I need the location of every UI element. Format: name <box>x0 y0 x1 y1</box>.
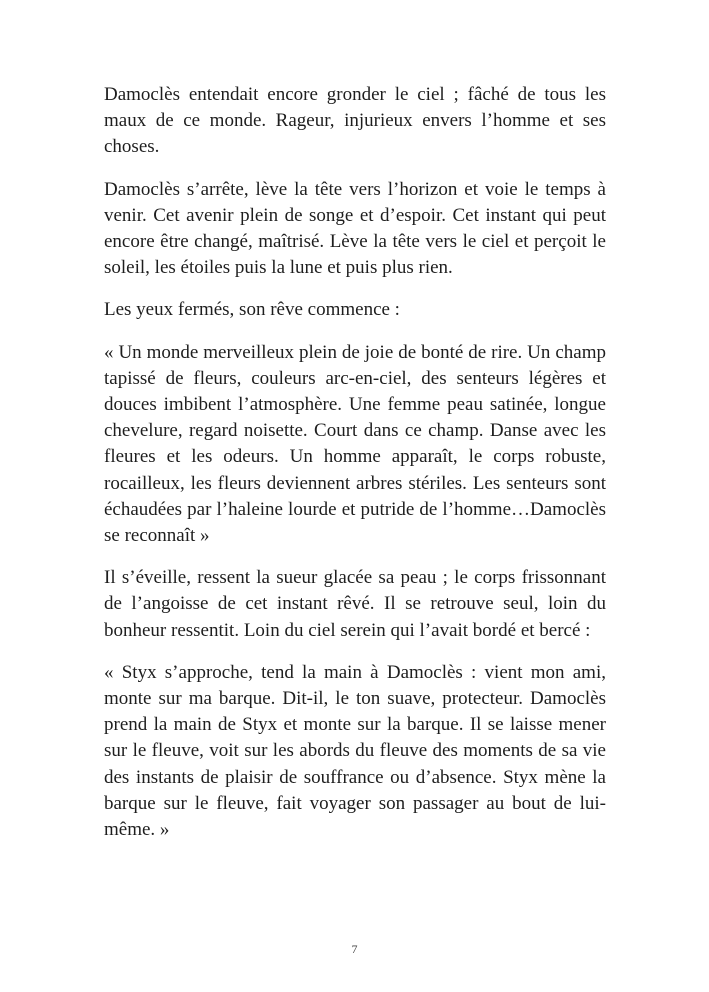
paragraph-1: Damoclès entendait encore gronder le ciel ; fâché de tous les maux de ce monde. Rageur, injurieux envers l’homme et ses choses. <box>104 84 606 158</box>
paragraph-2: Damoclès s’arrête, lève la tête vers l’horizon et voie le temps à venir. Cet avenir plein de songe et d’espoir. Cet instant qui peut encore être changé, maîtrisé. Lève la tête vers le ciel et perçoit le soleil, les étoiles puis la lune et puis plus rien. <box>104 178 606 279</box>
page-number: 7 <box>351 942 358 956</box>
paragraph-6-styx-quote: « Styx s’approche, tend la main à Damoclès : vient mon ami, monte sur ma barque. Dit-il, le ton suave, protecteur. Damoclès prend la main de Styx et monte sur la barque. Il se laisse mener sur le fleuve, voit sur les abords du fleuve des moments de sa vie des instants de plaisir de souffrance ou d’absence. Styx mène la barque sur le fleuve, fait voyager son passager au bout de lui-même. » <box>104 661 606 841</box>
paragraph-3: Les yeux fermés, son rêve commence : <box>104 299 400 321</box>
paragraph-5: Il s’éveille, ressent la sueur glacée sa peau ; le corps frissonnant de l’angoisse de cet instant rêvé. Il se retrouve seul, loin du bonheur ressentit. Loin du ciel serein qui l’avait bordé et bercé : <box>104 567 606 641</box>
page-body <box>104 82 606 859</box>
paragraph-4-dream-quote: « Un monde merveilleux plein de joie de bonté de rire. Un champ tapissé de fleurs, couleurs arc-en-ciel, des senteurs légères et douces imbibent l’atmosphère. Une femme peau satinée, longue chevelure, regard noisette. Court dans ce champ. Danse avec les fleures et les odeurs. Un homme apparaît, le corps robuste, rocailleux, les fleurs deviennent arbres stériles. Les senteurs sont échaudées par l’haleine lourde et putride de l’homme…Damoclès se reconnaît » <box>104 341 606 547</box>
